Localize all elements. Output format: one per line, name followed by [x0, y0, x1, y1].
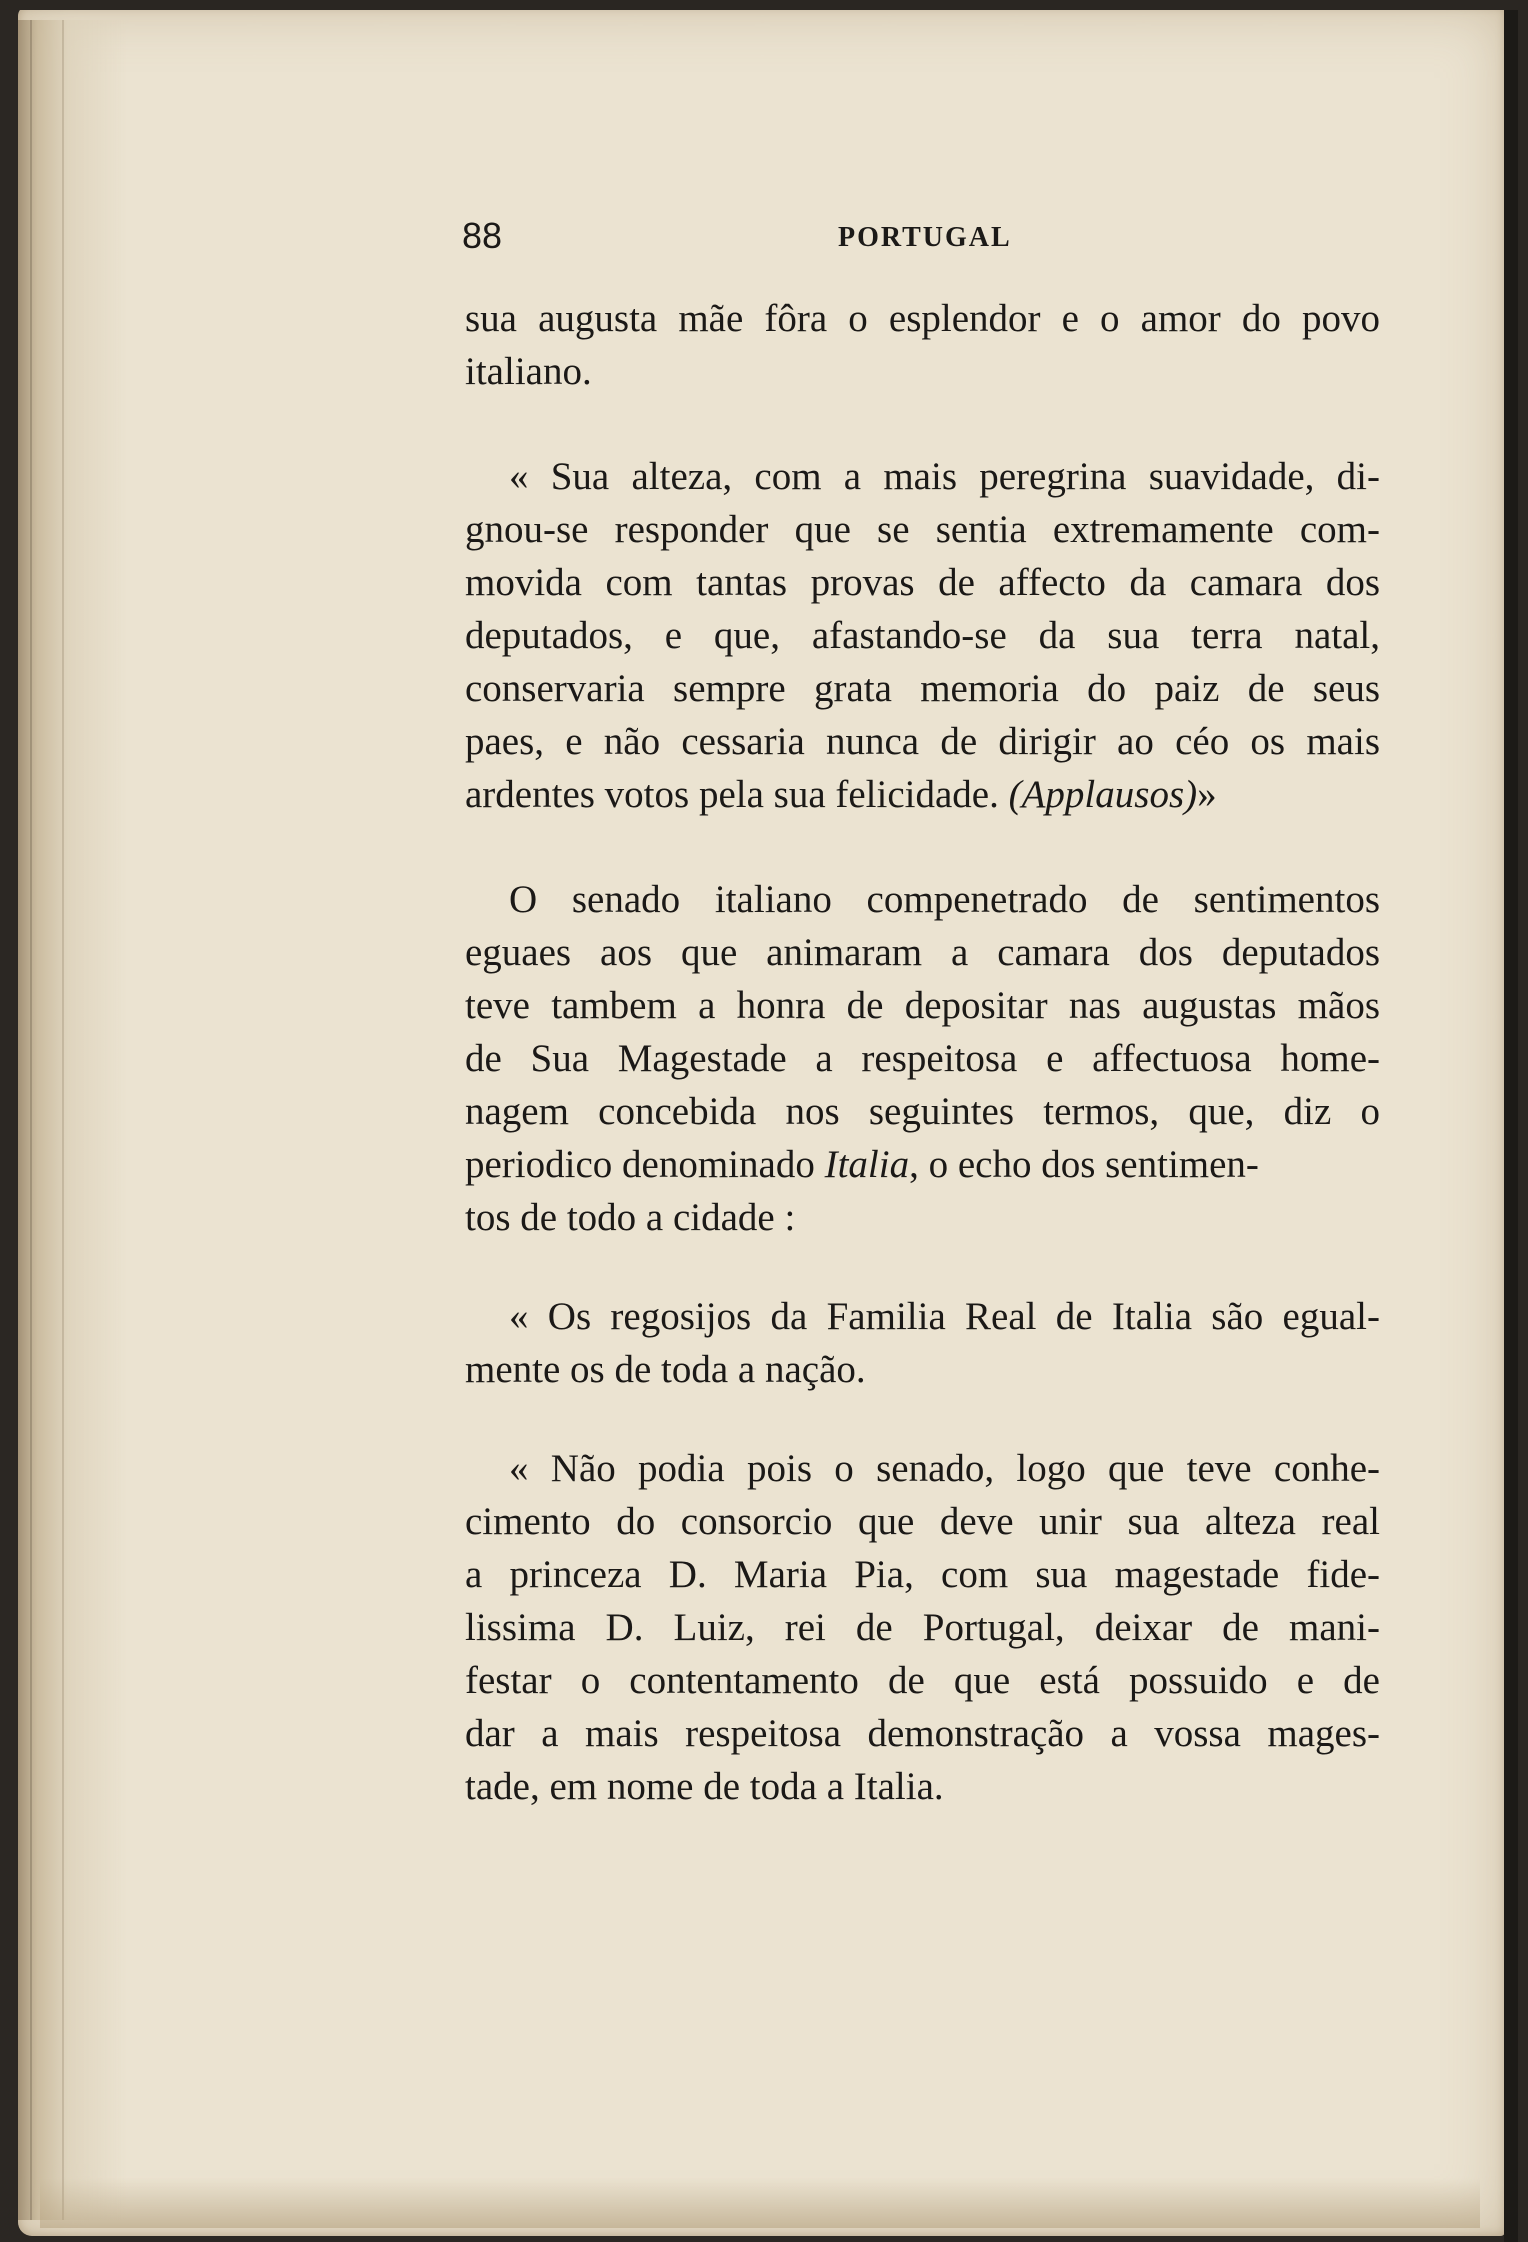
body-text [465, 292, 1380, 1813]
page-edge-shading [18, 20, 128, 2220]
text-line: festar o contentamento de que está possuido e de [465, 1659, 1380, 1702]
text-line: nagem concebida nos seguintes termos, que, diz o [465, 1090, 1380, 1133]
running-head: PORTUGAL [838, 222, 1012, 253]
text-line: conservaria sempre grata memoria do paiz de seus [465, 667, 1380, 710]
text-line: deputados, e que, afastando-se da sua terra natal, [465, 614, 1380, 657]
text-line: de Sua Magestade a respeitosa e affectuosa home- [465, 1037, 1380, 1080]
text-line: sua augusta mãe fôra o esplendor e o amor do povo [465, 297, 1380, 340]
paragraph-gap [465, 1396, 1380, 1442]
paragraph-gap [465, 398, 1380, 450]
text-line: mente os de toda a nação. [465, 1348, 866, 1391]
text-line: lissima D. Luiz, rei de Portugal, deixar de mani- [465, 1606, 1380, 1649]
italic-text: (Applausos) [1008, 773, 1198, 816]
page-header [462, 215, 1382, 265]
top-edge [0, 0, 1528, 10]
text-line: teve tambem a honra de depositar nas augustas mãos [465, 984, 1380, 1027]
right-binding-edge [1504, 0, 1518, 2242]
text-line: a princeza D. Maria Pia, com sua magestade fide- [465, 1553, 1380, 1596]
paragraph-gap [465, 821, 1380, 873]
text-fragment: » [1197, 773, 1217, 816]
text-line: paes, e não cessaria nunca de dirigir ao céo os mais [465, 720, 1380, 763]
page-number: 88 [462, 215, 503, 256]
text-line: italiano. [465, 350, 592, 393]
text-line [465, 1138, 1380, 1191]
paragraph-gap [465, 1244, 1380, 1290]
text-line: tade, em nome de toda a Italia. [465, 1765, 944, 1808]
text-line: gnou-se responder que se sentia extremamente com- [465, 508, 1380, 551]
text-fragment: periodico denominado [465, 1143, 825, 1186]
text-line [465, 768, 1380, 821]
text-fragment: , o echo dos sentimen- [909, 1143, 1259, 1186]
text-line: O senado italiano compenetrado de sentimentos [509, 878, 1380, 921]
text-line: movida com tantas provas de affecto da camara dos [465, 561, 1380, 604]
bottom-wear [40, 2178, 1480, 2228]
text-fragment: ardentes votos pela sua felicidade. [465, 773, 1009, 816]
text-line: « Os regosijos da Familia Real de Italia são egual- [509, 1295, 1380, 1338]
italic-text: Italia [824, 1143, 910, 1186]
text-line: tos de todo a cidade : [465, 1196, 796, 1239]
text-line: dar a mais respeitosa demonstração a vossa mages- [465, 1712, 1380, 1755]
text-line: « Não podia pois o senado, logo que teve conhe- [509, 1447, 1380, 1490]
text-line: « Sua alteza, com a mais peregrina suavidade, di- [509, 455, 1380, 498]
text-line: cimento do consorcio que deve unir sua alteza real [465, 1500, 1380, 1543]
text-line: eguaes aos que animaram a camara dos deputados [465, 931, 1380, 974]
